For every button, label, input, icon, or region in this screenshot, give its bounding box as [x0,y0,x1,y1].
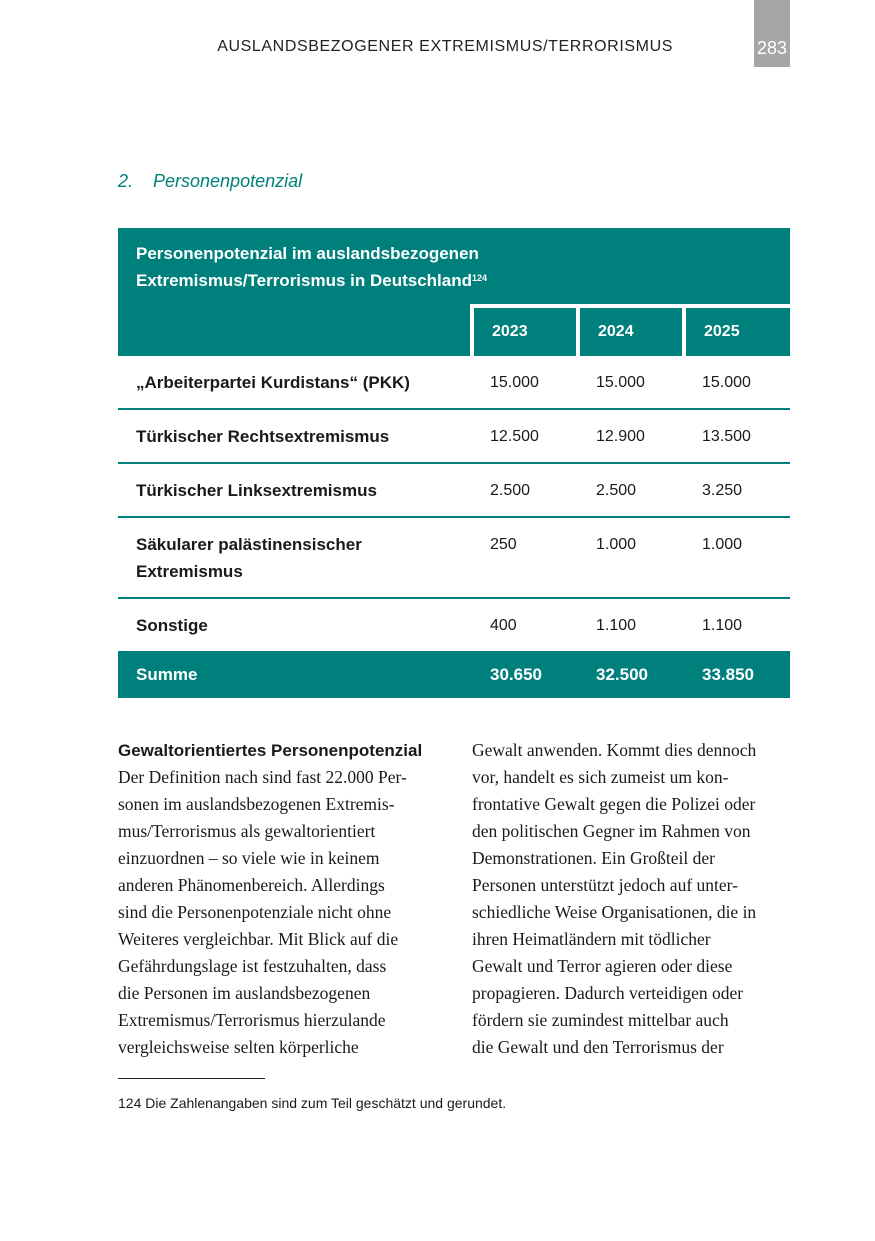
footnote [118,1095,506,1111]
row-label: Sonstige [136,616,208,635]
cell-value: 400 [490,617,517,634]
text-line: propagieren. Dadurch verteidigen oder [472,983,744,1003]
cell-value: 15.000 [578,356,684,409]
text-line: sind die Personenpotenziale nicht ohne [118,902,392,922]
column-header-2025: 2025 [684,306,790,356]
footnote-number: 124 [118,1095,142,1111]
sum-value: 30.650 [472,651,578,698]
text-line: Der Definition nach sind fast 22.000 Per- [118,767,407,787]
table-row [118,517,790,598]
section-number: 2. [118,171,134,191]
text-line: den politischen Gegner im Rahmen von [472,821,751,841]
row-label-line2: Extremismus [136,562,243,581]
text-line: einzuordnen – so viele wie in keinem [118,848,380,868]
text-line: anderen Phänomenbereich. Allerdings [118,875,385,895]
table-row [118,463,790,517]
text-line: Personen unterstützt jedoch auf unter- [472,875,738,895]
text-line: vor, handelt es sich zumeist um kon- [472,767,729,787]
table-title-row [118,228,790,306]
text-line: Gewalt und Terror agieren oder diese [472,956,733,976]
body-text-left-column [118,737,438,1061]
row-label: Türkischer Rechtsextremismus [118,409,472,463]
text-line: schiedliche Weise Organisationen, die in [472,902,757,922]
cell-value: 15.000 [684,356,790,409]
text-line: frontative Gewalt gegen die Polizei oder [472,794,756,814]
cell-value: 1.000 [578,517,684,598]
text-line: ihren Heimatländern mit tödlicher [472,929,711,949]
table-title-line1: Personenpotenzial im auslandsbezogenen [136,244,479,263]
footnote-reference: 124 [472,273,488,283]
column-header-2024: 2024 [578,306,684,356]
table-header-row [118,306,790,356]
row-label [118,517,472,598]
cell-value: 1.100 [702,617,743,634]
cell-value: 2.500 [578,463,684,517]
body-text-right-column [472,737,792,1061]
table-title-line2: Extremismus/Terrorismus in Deutschland [136,271,473,290]
cell-value: 250 [472,517,578,598]
table-row [118,409,790,463]
column-header-2023: 2023 [472,306,578,356]
cell-value: 3.250 [684,463,790,517]
page-number-box [754,0,790,67]
text-line: Demonstrationen. Ein Großteil der [472,848,715,868]
table-title [118,228,790,306]
footnote-divider [118,1078,265,1079]
table-row [118,598,790,651]
table-sum-row [118,651,790,698]
text-line: Gewalt anwenden. Kommt dies dennoch [472,740,757,760]
cell-value: 2.500 [472,463,578,517]
personenpotenzial-table [118,228,790,698]
text-line: fördern sie zumindest mittelbar auch [472,1010,729,1030]
section-title: Personenpotenzial [153,171,303,191]
page-number: 283 [756,38,788,58]
cell-value: 12.500 [472,409,578,463]
cell-value: 12.900 [578,409,684,463]
subheading: Gewaltorientiertes Personenpotenzial [118,741,423,760]
text-line: die Gewalt und den Terrorismus der [472,1037,724,1057]
cell-value: 13.500 [684,409,790,463]
sum-value: 33.850 [684,651,790,698]
text-line: Extremismus/Terrorismus hierzulande [118,1010,386,1030]
row-label: „Arbeiterpartei Kurdistans“ (PKK) [118,356,472,409]
cell-value: 1.100 [596,617,637,634]
header-spacer [118,306,472,356]
text-line: Gefährdungslage ist festzuhalten, dass [118,956,387,976]
text-line: sonen im auslandsbezogenen Extremis- [118,794,395,814]
section-heading [118,171,302,192]
text-line: die Personen im auslandsbezogenen [118,983,371,1003]
running-header: AUSLANDSBEZOGENER EXTREMISMUS/TERRORISMUS [217,38,673,55]
sum-value: 32.500 [578,651,684,698]
table-row [118,356,790,409]
text-line: vergleichsweise selten körperliche [118,1037,359,1057]
footnote-text: Die Zahlenangaben sind zum Teil geschätzt und gerundet. [145,1095,507,1111]
text-line: Weiteres vergleichbar. Mit Blick auf die [118,929,399,949]
row-label-line1: Säkularer palästinensischer [136,535,362,554]
cell-value: 15.000 [472,356,578,409]
cell-value: 1.000 [684,517,790,598]
row-label: Türkischer Linksextremismus [118,463,472,517]
text-line: mus/Terrorismus als gewaltorientiert [118,821,376,841]
sum-label: Summe [118,651,472,698]
